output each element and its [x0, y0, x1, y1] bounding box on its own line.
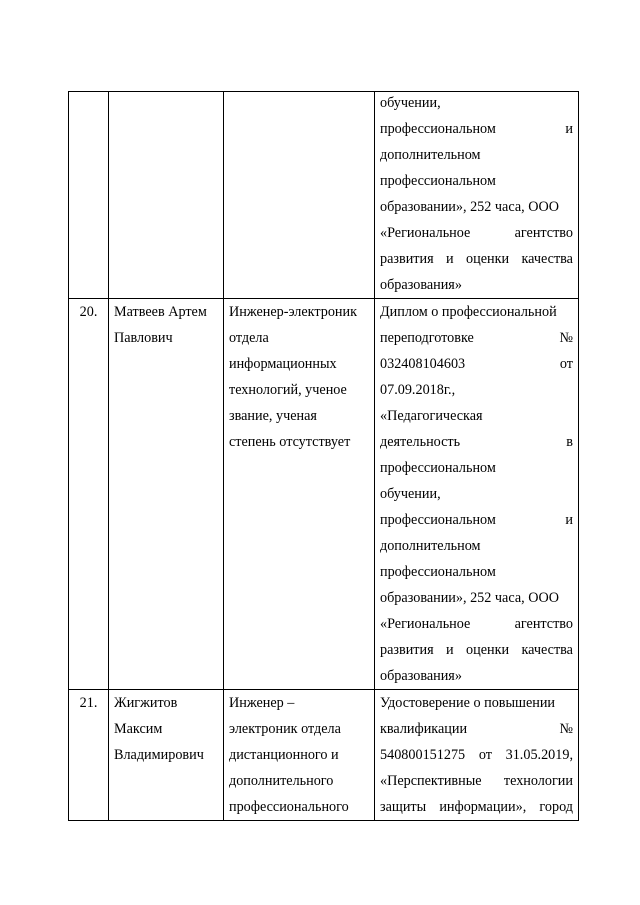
- qualification-line: [380, 351, 573, 377]
- position-cell: [224, 690, 375, 821]
- qualification-line: дополнительном: [380, 538, 481, 554]
- qualification-line: Диплом о профессиональной: [380, 304, 557, 320]
- employee-name-cell: [109, 299, 224, 690]
- position-cell: [224, 92, 375, 299]
- qualification-word: профессиональном: [380, 121, 496, 137]
- qualification-cell: [375, 690, 579, 821]
- qualification-word: профессиональном: [380, 512, 496, 528]
- qualification-word: «Региональное: [380, 225, 471, 241]
- qualification-cell: [375, 299, 579, 690]
- position-line: электроник отдела: [229, 721, 341, 737]
- qualification-word: развития: [380, 251, 434, 267]
- employee-name-line: Павлович: [114, 330, 173, 346]
- table-row: [69, 92, 579, 299]
- qualification-word: оценки: [466, 251, 510, 267]
- qualification-word: №: [559, 721, 573, 737]
- qualification-word: квалификации: [380, 721, 468, 737]
- position-cell: [224, 299, 375, 690]
- qualification-line: [380, 794, 573, 820]
- qualification-word: и: [446, 642, 454, 658]
- employee-name-line: Матвеев Артем: [114, 304, 207, 320]
- qualification-word: качества: [521, 251, 573, 267]
- position-line: Инженер-электроник: [229, 304, 358, 320]
- row-number: [69, 92, 108, 118]
- qualification-line: обучении,: [380, 486, 441, 502]
- position-line: технологий, ученое: [229, 382, 347, 398]
- qualification-cell: [375, 92, 579, 299]
- qualification-word: от: [478, 747, 492, 763]
- qualification-line: [380, 429, 573, 455]
- qualification-word: город: [539, 799, 573, 815]
- qualification-word: деятельность: [380, 434, 461, 450]
- qualification-line: [380, 637, 573, 663]
- qualification-line: образовании», 252 часа, ООО: [380, 590, 559, 606]
- qualification-line: [380, 246, 573, 272]
- qualification-word: от: [559, 356, 573, 372]
- qualification-word: и: [565, 121, 573, 137]
- row-number-cell: [69, 690, 109, 821]
- employee-name-cell: [109, 690, 224, 821]
- qualification-word: развития: [380, 642, 434, 658]
- employee-name-line: Владимирович: [114, 747, 204, 763]
- qualification-line: обучении,: [380, 95, 441, 111]
- qualification-word: 540800151275: [380, 747, 466, 763]
- qualification-word: и: [446, 251, 454, 267]
- qualification-line: [380, 611, 573, 637]
- qualification-line: профессиональном: [380, 564, 496, 580]
- qualification-word: технологии: [503, 773, 573, 789]
- qualification-word: агентство: [514, 225, 573, 241]
- qualification-line: профессиональном: [380, 460, 496, 476]
- row-number: 20.: [79, 304, 98, 320]
- table-row: [69, 299, 579, 690]
- qualification-line: профессиональном: [380, 173, 496, 189]
- position-line: Инженер –: [229, 695, 295, 711]
- qualification-line: 07.09.2018г.,: [380, 382, 456, 398]
- qualification-line: Удостоверение о повышении: [380, 695, 556, 711]
- position-line: информационных: [229, 356, 337, 372]
- qualification-word: в: [566, 434, 573, 450]
- position-line: отдела: [229, 330, 269, 346]
- qualification-word: и: [565, 512, 573, 528]
- position-line: дистанционного и: [229, 747, 339, 763]
- table-row: [69, 690, 579, 821]
- qualification-line: [380, 325, 573, 351]
- qualification-line: образования»: [380, 277, 462, 293]
- qualification-line: [380, 220, 573, 246]
- position-line: дополнительного: [229, 773, 334, 789]
- staff-table-body: [69, 92, 579, 821]
- staff-table: [68, 91, 579, 821]
- employee-name-cell: [109, 92, 224, 299]
- qualification-word: «Перспективные: [380, 773, 482, 789]
- employee-name-line: Жигжитов: [114, 695, 178, 711]
- qualification-line: [380, 742, 573, 768]
- qualification-word: информации»,: [439, 799, 527, 815]
- row-number-cell: [69, 92, 109, 299]
- qualification-word: оценки: [466, 642, 510, 658]
- qualification-line: дополнительном: [380, 147, 481, 163]
- qualification-line: образовании», 252 часа, ООО: [380, 199, 559, 215]
- qualification-word: защиты: [380, 799, 427, 815]
- row-number-cell: [69, 299, 109, 690]
- employee-name-line: Максим: [114, 721, 163, 737]
- qualification-word: качества: [521, 642, 573, 658]
- position-line: звание, ученая: [229, 408, 317, 424]
- qualification-word: 31.05.2019,: [505, 747, 573, 763]
- qualification-line: [380, 768, 573, 794]
- qualification-line: «Педагогическая: [380, 408, 483, 424]
- qualification-word: «Региональное: [380, 616, 471, 632]
- qualification-word: агентство: [514, 616, 573, 632]
- qualification-word: 032408104603: [380, 356, 466, 372]
- position-line: профессионального: [229, 799, 349, 815]
- qualification-line: [380, 116, 573, 142]
- qualification-word: переподготовке: [380, 330, 474, 346]
- qualification-word: №: [559, 330, 573, 346]
- position-line: степень отсутствует: [229, 434, 351, 450]
- qualification-line: образования»: [380, 668, 462, 684]
- qualification-line: [380, 507, 573, 533]
- row-number: 21.: [79, 695, 98, 711]
- qualification-line: [380, 716, 573, 742]
